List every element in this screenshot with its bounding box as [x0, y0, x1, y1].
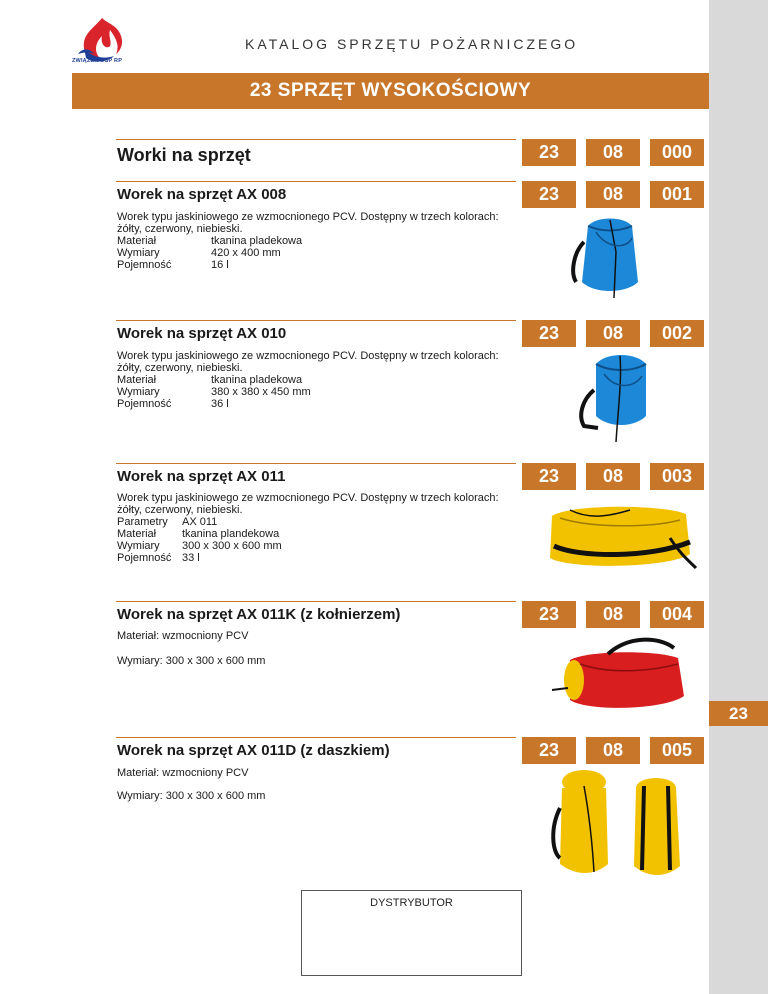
- spec-value: AX 011: [182, 516, 218, 528]
- code-part-1: 23: [522, 737, 576, 764]
- spec-key: Materiał: [117, 235, 157, 247]
- chapter-tab: 23: [709, 701, 768, 726]
- code-part-1: 23: [522, 463, 576, 490]
- spec-value: tkanina plandekowa: [182, 528, 280, 540]
- spec-key: Pojemność: [117, 398, 172, 410]
- product-title: Worek na sprzęt AX 008: [117, 186, 287, 203]
- product-dimensions: Wymiary: 300 x 300 x 600 mm: [117, 790, 266, 802]
- product-description: [117, 350, 499, 410]
- spec-key: Wymiary: [117, 247, 160, 259]
- osp-logo: [72, 14, 132, 74]
- distributor-label: DYSTRYBUTOR: [370, 897, 453, 909]
- code-part-1: 23: [522, 601, 576, 628]
- yellow-bag-hooded-image: [548, 768, 620, 878]
- spec-value: 380 x 380 x 450 mm: [211, 386, 311, 398]
- product-material: Materiał: wzmocniony PCV: [117, 630, 249, 642]
- desc-line: Worek typu jaskiniowego ze wzmocnionego PCV. Dostępny w trzech kolorach:: [117, 492, 499, 504]
- code-part-2: 08: [586, 181, 640, 208]
- spec-key: Pojemność: [117, 552, 172, 564]
- spec-key: Pojemność: [117, 259, 172, 271]
- section-banner: [72, 73, 709, 109]
- code-part-3: 000: [650, 139, 704, 166]
- code-part-3: 005: [650, 737, 704, 764]
- code-part-1: 23: [522, 181, 576, 208]
- code-part-2: 08: [586, 737, 640, 764]
- divider: [116, 139, 516, 140]
- divider: [116, 320, 516, 321]
- spec-key: Materiał: [117, 528, 157, 540]
- code-part-2: 08: [586, 601, 640, 628]
- blue-bag-image: [566, 212, 656, 304]
- code-part-3: 001: [650, 181, 704, 208]
- desc-line: żółty, czerwony, niebieski.: [117, 504, 243, 516]
- desc-line: Worek typu jaskiniowego ze wzmocnionego PCV. Dostępny w trzech kolorach:: [117, 350, 499, 362]
- distributor-box: [301, 890, 522, 976]
- spec-value: tkanina pladekowa: [211, 374, 303, 386]
- code-part-1: 23: [522, 139, 576, 166]
- right-sidebar: [709, 0, 768, 994]
- catalog-title: KATALOG SPRZĘTU POŻARNICZEGO: [245, 36, 579, 52]
- spec-key: Wymiary: [117, 540, 160, 552]
- code-part-2: 08: [586, 320, 640, 347]
- divider: [116, 181, 516, 182]
- product-title: Worek na sprzęt AX 011D (z daszkiem): [117, 742, 390, 759]
- spec-key: Wymiary: [117, 386, 160, 398]
- product-dimensions: Wymiary: 300 x 300 x 600 mm: [117, 655, 266, 667]
- spec-value: tkanina pladekowa: [211, 235, 303, 247]
- product-material: Materiał: wzmocniony PCV: [117, 767, 249, 779]
- code-part-1: 23: [522, 320, 576, 347]
- spec-value: 16 l: [211, 259, 229, 271]
- spec-value: 300 x 300 x 600 mm: [182, 540, 282, 552]
- divider: [116, 737, 516, 738]
- code-part-3: 003: [650, 463, 704, 490]
- code-part-3: 004: [650, 601, 704, 628]
- yellow-bag-hooded-back-image: [624, 774, 688, 878]
- desc-line: żółty, czerwony, niebieski.: [117, 223, 243, 235]
- spec-value: 36 l: [211, 398, 229, 410]
- spec-value: 420 x 400 mm: [211, 247, 281, 259]
- product-description: [117, 492, 499, 564]
- blue-bag-image: [576, 350, 666, 446]
- logo-caption: ZWIĄZEK OSP RP: [72, 58, 123, 64]
- code-part-2: 08: [586, 139, 640, 166]
- spec-key: Parametry: [117, 516, 168, 528]
- product-title: Worek na sprzęt AX 011: [117, 468, 286, 485]
- desc-line: żółty, czerwony, niebieski.: [117, 362, 243, 374]
- divider: [116, 463, 516, 464]
- spec-key: Materiał: [117, 374, 157, 386]
- product-title: Worek na sprzęt AX 010: [117, 325, 287, 342]
- category-title: Worki na sprzęt: [117, 145, 251, 165]
- banner-title: 23 SPRZĘT WYSOKOŚCIOWY: [249, 80, 532, 101]
- product-title: Worek na sprzęt AX 011K (z kołnierzem): [117, 606, 401, 623]
- red-bag-image: [548, 634, 698, 718]
- divider: [116, 601, 516, 602]
- spec-value: 33 l: [182, 552, 200, 564]
- product-description: [117, 211, 499, 271]
- desc-line: Worek typu jaskiniowego ze wzmocnionego PCV. Dostępny w trzech kolorach:: [117, 211, 499, 223]
- code-part-2: 08: [586, 463, 640, 490]
- code-part-3: 002: [650, 320, 704, 347]
- yellow-bag-image: [540, 498, 700, 578]
